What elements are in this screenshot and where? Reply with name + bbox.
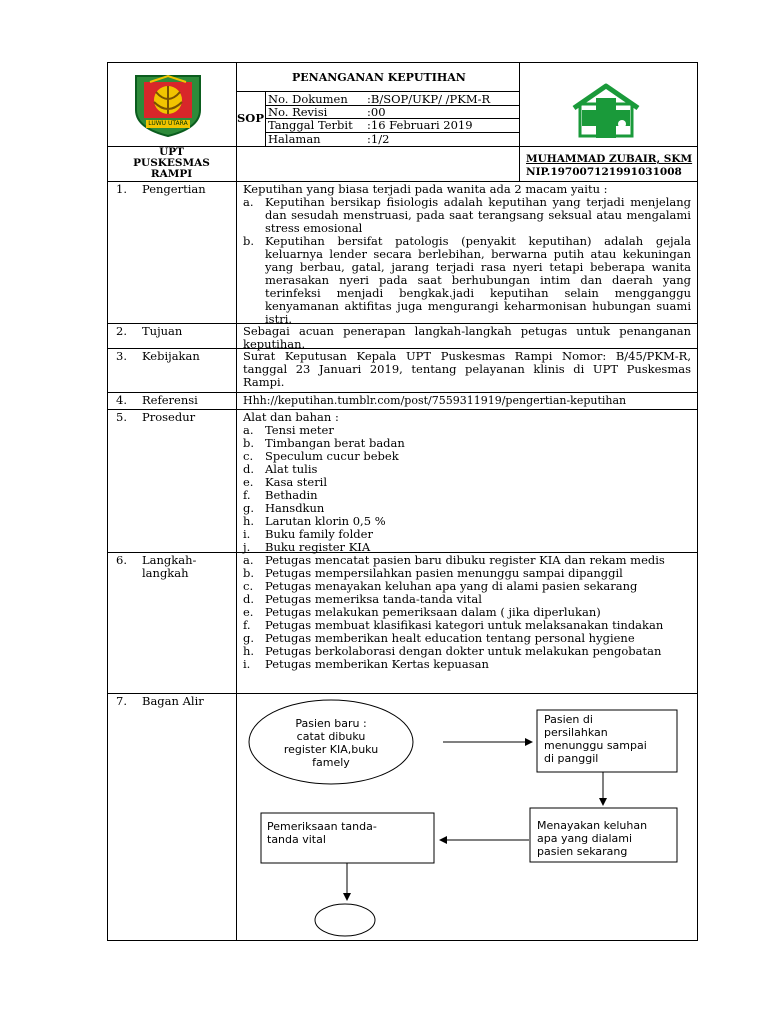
section-number: 6. [116,553,127,567]
item-text: Petugas mencatat pasien baru dibuku register KIA dan rekam medis [265,553,665,567]
section-label: Prosedur [142,410,196,424]
item-letter: c. [243,449,254,463]
item-text: Buku register KIA [265,540,371,554]
health-cross-icon [566,82,646,140]
item-letter: b. [243,566,255,580]
org-line: RAMPI [150,168,193,180]
section-number: 4. [116,393,127,407]
item-text: Petugas memeriksa tanda-tanda vital [265,592,482,606]
flow-text-line: register KIA,buku [283,743,379,756]
flow-text-line: apa yang dialami [537,832,633,845]
list-item [243,196,691,235]
section-label: Kebijakan [142,349,200,363]
item-letter: f. [243,618,251,632]
flow-node-complaint-text [537,819,677,858]
item-text: Speculum cucur bebek [265,449,399,463]
flow-text-line: persilahkan [544,726,608,739]
section-number: 2. [116,324,127,338]
flow-node-end [315,904,375,936]
flow-text-line: pasien sekarang [537,845,628,858]
flow-text-line: menunggu sampai [544,739,647,752]
referensi-link[interactable]: Hhh://keputihan.tumblr.com/post/7559311919/pengertian-keputihan [243,394,627,407]
flow-text-line: Menayakan keluhan [537,819,648,832]
section-label: Langkah- [142,553,197,567]
meta-value: :00 [367,105,386,119]
list-item [243,658,691,671]
flow-text-line: famely [312,756,350,769]
item-text: Petugas menayakan keluhan apa yang di alami pasien sekarang [265,579,638,593]
item-letter: a. [243,195,254,209]
district-logo [132,72,204,138]
item-letter: i. [243,527,251,541]
meta-value: :1/2 [367,132,390,146]
org-line: PUSKESMAS [133,157,210,169]
item-letter: j. [243,540,251,554]
flow-node-vitals-text [267,820,427,846]
item-letter: a. [243,423,254,437]
item-letter: g. [243,631,255,645]
item-text: Petugas melakukan pemeriksaan dalam ( jika diperlukan) [265,605,601,619]
meta-key: No. Dokumen [268,92,348,106]
prosedur-intro: Alat dan bahan : [243,410,339,424]
pengertian-intro: Keputihan yang biasa terjadi pada wanita ada 2 macam yaitu : [243,182,608,196]
meta-value: :B/SOP/UKP/ /PKM-R [367,92,491,106]
section-label: Bagan Alir [142,694,204,708]
item-text: Keputihan bersifat patologis (penyakit keputihan) adalah gejala keluarnya lender secara berlebihan, berwarna putih atau kekuningan yang berbau, gatal, jarang terjadi rasa nyeri tetapi beberapa wanita merasakan nyeri pada saat berhubungan intim dan daerah yang terinfeksi menjadi bengkak.jadi keputihan selain mengganggu kenyamanan aktifitas juga mengurangi keharmonisan hubungan suami istri. [265,234,691,326]
item-text: Petugas berkolaborasi dengan dokter untuk melakukan pengobatan [265,644,662,658]
item-letter: c. [243,579,254,593]
flow-text-line: di panggil [544,752,599,765]
item-letter: g. [243,501,255,515]
section-number: 1. [116,182,127,196]
section-label: Referensi [142,393,198,407]
kebijakan-text: Surat Keputusan Kepala UPT Puskesmas Rampi Nomor: B/45/PKM-R, tanggal 23 Januari 2019, tentang pelayanan klinis di UPT Puskesmas Rampi. [243,349,691,389]
pengertian-list [243,196,691,326]
item-text: Petugas memberikan healt education tentang personal hygiene [265,631,635,645]
item-letter: d. [243,592,255,606]
item-text: Bethadin [265,488,318,502]
item-text: Kasa steril [265,475,328,489]
flow-text-line: catat dibuku [296,730,366,743]
item-text: Timbangan berat badan [265,436,405,450]
item-text: Petugas mempersilahkan pasien menunggu sampai dipanggil [265,566,623,580]
item-text: Larutan klorin 0,5 % [265,514,386,528]
flow-text-line: Pemeriksaan tanda- [267,820,377,833]
flow-node-wait-text [544,713,674,765]
flow-text-line: tanda vital [267,833,326,846]
document-title: PENANGANAN KEPUTIHAN [292,71,466,84]
list-item [243,235,691,326]
section-number: 7. [116,694,127,708]
signatory-nip: NIP.197007121991031008 [526,166,682,178]
item-letter: f. [243,488,251,502]
item-letter: e. [243,605,254,619]
section-label: Pengertian [142,182,206,196]
item-letter: b. [243,436,255,450]
item-letter: b. [243,234,255,248]
meta-key: Tanggal Terbit [268,118,353,132]
section-label: Tujuan [142,324,183,338]
item-letter: e. [243,475,254,489]
flow-text-line: Pasien baru : [295,717,367,730]
logo-banner-text: LUWU UTARA [148,120,188,127]
flow-node-start-text [276,717,386,769]
item-letter: i. [243,657,251,671]
item-text: Keputihan bersikap fisiologis adalah keputihan yang terjadi menjelang dan sesudah menstruasi, pada saat terangsang seksual atau mengalami stress emosional [265,195,691,235]
meta-key: Halaman [268,132,321,146]
item-text: Petugas memberikan Kertas kepuasan [265,657,489,671]
item-text: Alat tulis [265,462,318,476]
section-number: 3. [116,349,127,363]
item-letter: d. [243,462,255,476]
item-letter: h. [243,514,255,528]
item-letter: a. [243,553,254,567]
meta-key: No. Revisi [268,105,328,119]
steps-list [243,554,691,671]
item-text: Petugas membuat klasifikasi kategori untuk melaksanakan tindakan [265,618,664,632]
equipment-list [243,424,691,554]
section-label: langkah [142,566,189,580]
item-text: Tensi meter [265,423,334,437]
tujuan-text: Sebagai acuan penerapan langkah-langkah petugas untuk penanganan keputihan. [243,324,691,351]
section-number: 5. [116,410,127,424]
org-line: UPT [159,146,184,158]
sop-label: SOP [237,111,264,125]
flow-text-line: Pasien di [544,713,593,726]
item-text: Buku family folder [265,527,373,541]
meta-value: :16 Februari 2019 [367,118,473,132]
item-text: Hansdkun [265,501,325,515]
item-letter: h. [243,644,255,658]
signatory-name: MUHAMMAD ZUBAIR, SKM [526,153,693,165]
